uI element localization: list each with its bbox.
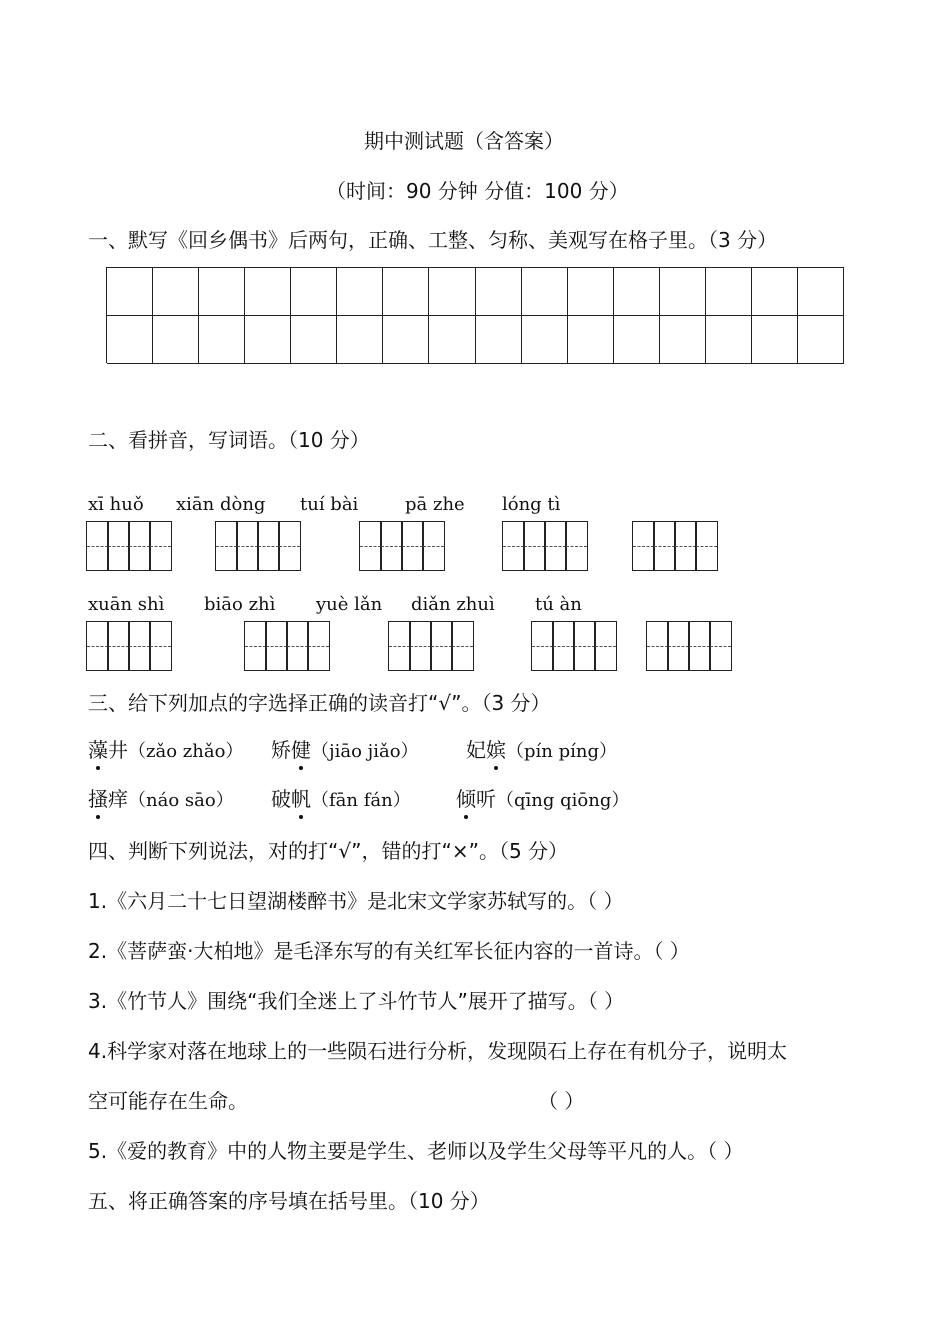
pinyin-options[interactable]: （jiāo jiǎo）	[311, 741, 419, 762]
answer-box[interactable]	[86, 521, 172, 571]
dotted-char: 藻	[88, 738, 108, 762]
pinyin-label: tú àn	[535, 594, 582, 615]
pronunciation-item	[88, 786, 234, 814]
pronunciation-item	[271, 786, 411, 814]
judgement-item[interactable]: 1.《六月二十七日望湖楼醉书》是北宋文学家苏轼写的。（ ）	[88, 889, 624, 913]
word-char: 妃	[466, 738, 486, 762]
word-char: 矫	[271, 738, 291, 762]
section-1-heading: 一、默写《回乡偶书》后两句，正确、工整、匀称、美观写在格子里。（3 分）	[88, 228, 778, 252]
pinyin-label: pā zhe	[405, 494, 465, 515]
section-2-heading: 二、看拼音，写词语。（10 分）	[88, 428, 370, 452]
pinyin-label: tuí bài	[300, 494, 359, 515]
word-char: 井	[108, 738, 128, 762]
pronunciation-item	[456, 786, 629, 814]
section-4-heading: 四、判断下列说法，对的打“√”，错的打“×”。（5 分）	[88, 839, 569, 863]
judgement-item[interactable]: 3.《竹节人》围绕“我们全迷上了斗竹节人”展开了描写。（ ）	[88, 989, 625, 1013]
pinyin-label: xuān shì	[88, 594, 165, 615]
pinyin-label: diǎn zhuì	[411, 594, 495, 615]
answer-box[interactable]	[646, 621, 732, 671]
answer-box[interactable]	[632, 521, 718, 571]
dotted-char: 倾	[456, 787, 476, 811]
word-char: 破	[271, 787, 291, 811]
pronunciation-item	[88, 737, 243, 765]
pinyin-options[interactable]: （qīng qiōng）	[496, 790, 630, 811]
answer-box[interactable]	[215, 521, 301, 571]
judgement-item[interactable]: 2.《菩萨蛮·大柏地》是毛泽东写的有关红军长征内容的一首诗。（ ）	[88, 939, 690, 963]
section-3-heading: 三、给下列加点的字选择正确的读音打“√”。（3 分）	[88, 691, 551, 715]
answer-box[interactable]	[86, 621, 172, 671]
answer-box[interactable]	[244, 621, 330, 671]
pinyin-label: lóng tì	[502, 494, 561, 515]
writing-grid-row	[107, 268, 844, 316]
pinyin-label: biāo zhì	[204, 594, 276, 615]
pinyin-options[interactable]: （pín píng）	[506, 741, 617, 762]
writing-grid-row	[107, 316, 844, 364]
answer-box[interactable]	[502, 521, 588, 571]
writing-grid[interactable]	[106, 267, 844, 363]
answer-bracket[interactable]: （ ）	[538, 1089, 585, 1113]
judgement-item-continued: 空可能存在生命。	[88, 1089, 248, 1113]
pinyin-label: yuè lǎn	[316, 594, 383, 615]
answer-box[interactable]	[359, 521, 445, 571]
pinyin-options[interactable]: （fān fán）	[311, 790, 411, 811]
dotted-char: 帆	[291, 787, 311, 811]
pinyin-label: xī huǒ	[88, 494, 144, 515]
page-title: 期中测试题（含答案）	[364, 129, 564, 153]
pinyin-label: xiān dòng	[176, 494, 266, 515]
word-char: 痒	[108, 787, 128, 811]
pronunciation-item	[271, 737, 419, 765]
judgement-item: 4.科学家对落在地球上的一些陨石进行分析，发现陨石上存在有机分子，说明太	[88, 1039, 788, 1063]
dotted-char: 嫔	[486, 738, 506, 762]
answer-box[interactable]	[388, 621, 474, 671]
exam-info: （时间：90 分钟 分值：100 分）	[326, 179, 629, 203]
dotted-char: 健	[291, 738, 311, 762]
pronunciation-item	[466, 737, 617, 765]
word-char: 听	[476, 787, 496, 811]
dotted-char: 搔	[88, 787, 108, 811]
judgement-item[interactable]: 5.《爱的教育》中的人物主要是学生、老师以及学生父母等平凡的人。（ ）	[88, 1139, 744, 1163]
pinyin-options[interactable]: （náo sāo）	[128, 790, 234, 811]
pinyin-options[interactable]: （zǎo zhǎo）	[128, 741, 244, 762]
answer-box[interactable]	[531, 621, 617, 671]
section-5-heading: 五、将正确答案的序号填在括号里。（10 分）	[88, 1189, 490, 1213]
